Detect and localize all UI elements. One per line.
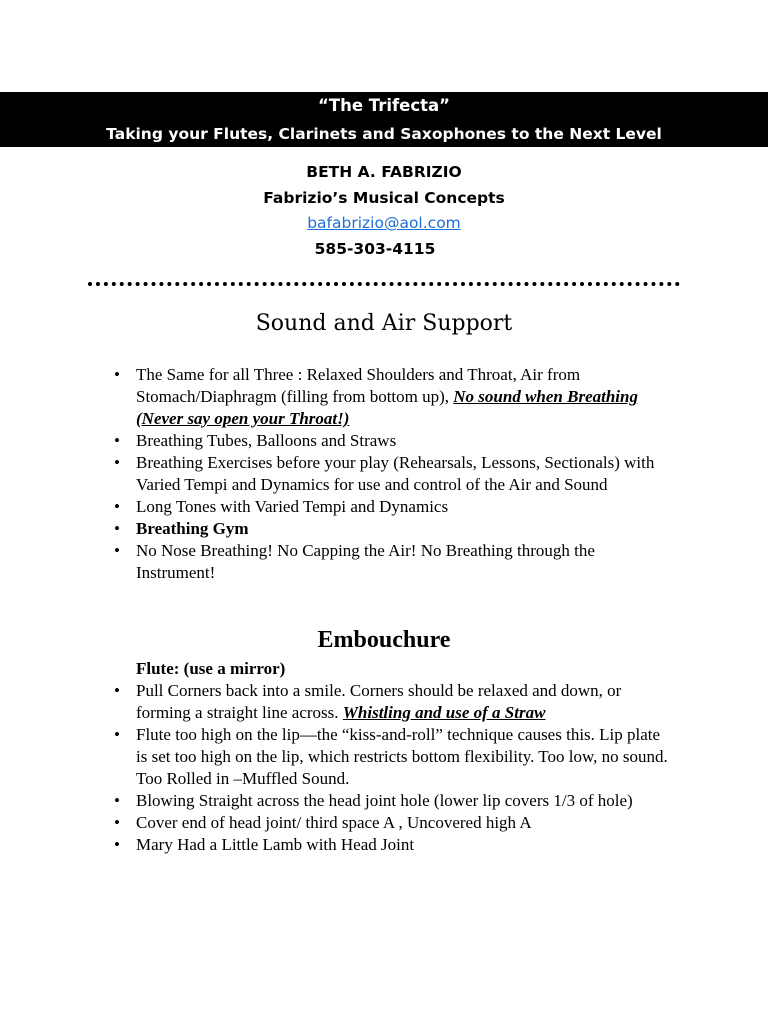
list-item-text: Mary Had a Little Lamb with Head Joint: [136, 835, 415, 854]
company-name: Fabrizio’s Musical Concepts: [263, 188, 505, 207]
list-item: [114, 680, 674, 724]
list-item-emphasis: No sound when Breathing (Never say open your Throat!): [136, 387, 638, 428]
author-name: BETH A. FABRIZIO: [306, 163, 462, 181]
list-item: [114, 430, 674, 452]
list-item: [114, 790, 674, 812]
document-title: “The Trifecta”: [317, 96, 451, 115]
list-item-text: Pull Corners back into a smile. Corners should be relaxed and down, or forming a straight line across.: [136, 681, 622, 722]
list-item-text: Flute too high on the lip—the “kiss-and-roll” technique causes this. Lip plate is set too high on the lip, which restricts bottom flexibility. Too low, no sound. Too Rolled in –Muffled Sound.: [136, 725, 668, 788]
email-link[interactable]: bafabrizio@aol.com: [307, 214, 461, 232]
list-item: [114, 364, 674, 430]
list-item-text: Long Tones with Varied Tempi and Dynamics: [136, 497, 449, 516]
list-item: [114, 452, 674, 496]
document-subtitle: Taking your Flutes, Clarinets and Saxophones to the Next Level: [106, 125, 662, 143]
phone-number: 585-303-4115: [314, 239, 436, 258]
flute-subheading: Flute: (use a mirror): [136, 659, 286, 678]
contact-block: [0, 160, 768, 262]
list-item: [114, 540, 674, 584]
list-item-text: The Same for all Three : Relaxed Shoulders and Throat, Air from Stomach/Diaphragm (filling from bottom up),: [136, 365, 581, 406]
list-item: [114, 496, 674, 518]
list-item-text: No Nose Breathing! No Capping the Air! No Breathing through the Instrument!: [136, 541, 595, 582]
list-item-bold: Breathing Gym: [136, 519, 249, 538]
sound-list: [114, 364, 674, 584]
list-item-emphasis: Whistling and use of a Straw: [342, 703, 546, 722]
embouchure-list: [114, 680, 674, 856]
dotted-divider: [88, 282, 680, 286]
list-item: [114, 834, 674, 856]
list-item-text: Breathing Tubes, Balloons and Straws: [136, 431, 397, 450]
section-heading-embouchure: Embouchure: [317, 627, 451, 653]
section-heading-sound: Sound and Air Support: [255, 311, 513, 336]
title-banner: [0, 92, 768, 147]
list-item: [114, 812, 674, 834]
list-item-text: Breathing Exercises before your play (Rehearsals, Lessons, Sectionals) with Varied Tempi and Dynamics for use and control of the Air and Sound: [136, 453, 655, 494]
list-item: [114, 724, 674, 790]
list-item: [114, 518, 674, 540]
list-item-text: Blowing Straight across the head joint hole (lower lip covers 1/3 of hole): [136, 791, 633, 810]
list-item-text: Cover end of head joint/ third space A , Uncovered high A: [136, 813, 532, 832]
